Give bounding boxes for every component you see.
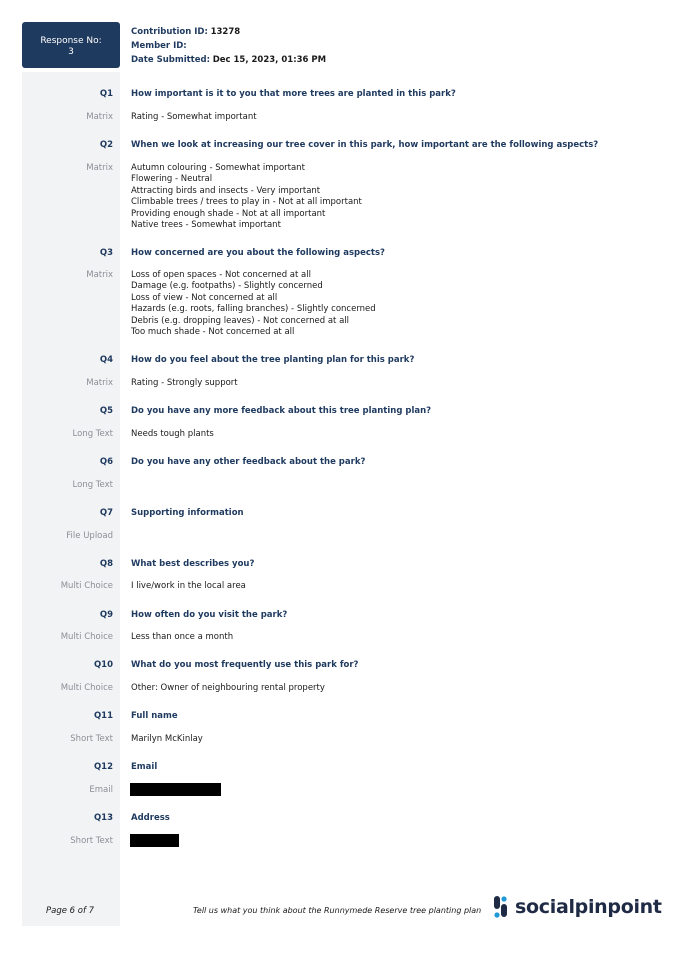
question-text: Do you have any other feedback about the park? <box>131 457 366 467</box>
question-number: Q13 <box>93 813 113 823</box>
answer-line: Providing enough shade - Not at all important <box>131 208 326 219</box>
question-number: Q12 <box>93 762 113 772</box>
question-type: Matrix <box>86 112 113 122</box>
answer <box>131 270 376 338</box>
response-badge <box>22 22 120 68</box>
question-type: Short Text <box>70 836 113 846</box>
question-number: Q9 <box>99 610 113 620</box>
answer-line: Loss of open spaces - Not concerned at all <box>131 270 311 280</box>
question-number: Q4 <box>99 355 113 365</box>
question-text: Supporting information <box>131 508 244 518</box>
answer-line: Autumn colouring - Somewhat important <box>131 163 305 173</box>
page-number: Page 6 of 7 <box>46 906 95 916</box>
left-column <box>22 72 120 926</box>
date-submitted-value: Dec 15, 2023, 01:36 PM <box>212 55 327 65</box>
question-text: How often do you visit the park? <box>131 610 288 620</box>
question-type: Short Text <box>70 734 113 744</box>
answer <box>131 734 203 745</box>
question-type: Matrix <box>86 270 113 280</box>
question-text: How important is it to you that more trees are planted in this park? <box>131 89 456 99</box>
question-number: Q6 <box>99 457 113 467</box>
answer <box>131 581 246 592</box>
answer-line: Rating - Strongly support <box>131 378 238 388</box>
question-type: Long Text <box>72 429 113 439</box>
question-number: Q10 <box>93 660 113 670</box>
answer <box>131 112 257 123</box>
submission-meta <box>131 25 326 67</box>
date-submitted-label: Date Submitted: <box>131 55 210 65</box>
answer-line: Too much shade - Not concerned at all <box>131 327 295 338</box>
answer-line: Hazards (e.g. roots, falling branches) - Slightly concerned <box>131 304 376 315</box>
answer-line: Other: Owner of neighbouring rental property <box>131 683 325 693</box>
question-number: Q8 <box>99 559 113 569</box>
answer-line: Native trees - Somewhat important <box>131 220 281 231</box>
response-number: 3 <box>68 47 74 57</box>
answer <box>131 163 362 231</box>
question-number: Q1 <box>99 89 113 99</box>
footer-title: Tell us what you think about the Runnymede Reserve tree planting plan <box>193 906 482 915</box>
answer-line: Climbable trees / trees to play in - Not at all important <box>131 197 362 208</box>
answer-line: Flowering - Neutral <box>131 174 213 185</box>
question-number: Q11 <box>93 711 113 721</box>
answer-line: Damage (e.g. footpaths) - Slightly concerned <box>131 281 323 292</box>
answer-line: I live/work in the local area <box>131 581 246 591</box>
answer <box>131 683 325 694</box>
question-number: Q5 <box>99 406 113 416</box>
question-type: Email <box>89 785 113 795</box>
answer-line: Loss of view - Not concerned at all <box>131 292 278 303</box>
question-type: Long Text <box>72 480 113 490</box>
answer-line: Attracting birds and insects - Very important <box>131 185 321 196</box>
question-type: Matrix <box>86 378 113 388</box>
response-label: Response No: <box>40 36 102 46</box>
question-text: Address <box>131 813 170 823</box>
question-type: Matrix <box>86 163 113 173</box>
question-text: When we look at increasing our tree cover in this park, how important are the following aspects? <box>131 140 599 150</box>
answer <box>131 632 233 643</box>
question-type: Multi Choice <box>60 581 113 591</box>
question-type: Multi Choice <box>60 683 113 693</box>
brand-logo <box>492 895 662 919</box>
redacted-address <box>130 834 179 847</box>
brand-name: socialpinpoint <box>515 896 662 918</box>
question-number: Q2 <box>99 140 113 150</box>
question-text: Do you have any more feedback about this tree planting plan? <box>131 406 432 416</box>
member-id-label: Member ID: <box>131 41 187 51</box>
answer-line: Debris (e.g. dropping leaves) - Not concerned at all <box>131 315 350 326</box>
answer-line: Rating - Somewhat important <box>131 112 257 122</box>
question-type: Multi Choice <box>60 632 113 642</box>
question-text: What best describes you? <box>131 559 255 569</box>
answer <box>131 429 214 440</box>
answer-line: Marilyn McKinlay <box>131 734 203 744</box>
question-number: Q3 <box>99 248 113 258</box>
question-text: How concerned are you about the following aspects? <box>131 248 385 258</box>
question-type: File Upload <box>66 531 113 541</box>
answer-line: Needs tough plants <box>131 429 214 439</box>
question-text: Full name <box>131 711 178 721</box>
answer <box>131 378 238 389</box>
question-text: Email <box>131 762 158 772</box>
answer-line: Less than once a month <box>131 632 234 642</box>
question-text: How do you feel about the tree planting plan for this park? <box>131 355 415 365</box>
question-text: What do you most frequently use this park for? <box>131 660 359 670</box>
socialpinpoint-logo-icon <box>492 895 510 919</box>
redacted-email <box>130 783 221 796</box>
contribution-id-value: 13278 <box>210 27 241 37</box>
contribution-id-label: Contribution ID: <box>131 27 208 37</box>
question-number: Q7 <box>99 508 113 518</box>
